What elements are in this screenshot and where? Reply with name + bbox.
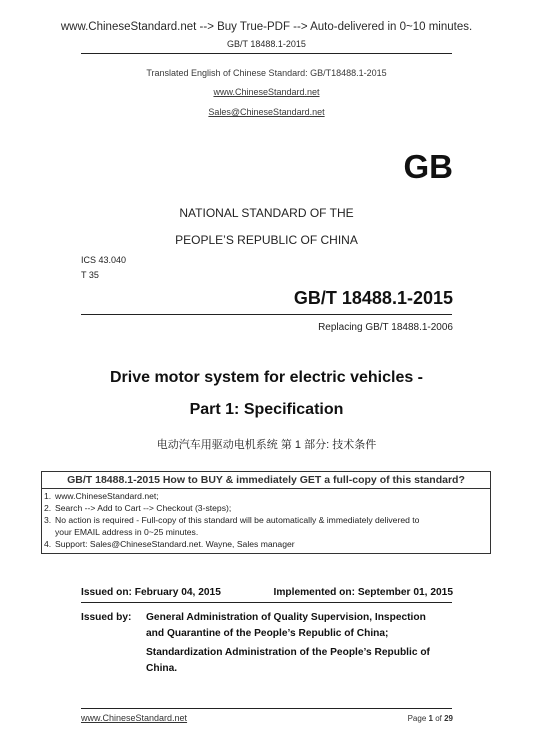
step-text: Search --> Add to Cart --> Checkout (3-steps);: [55, 503, 232, 513]
step-number: 4.: [44, 539, 52, 549]
page-total: 29: [444, 714, 453, 723]
standard-number-rule: [81, 314, 452, 315]
buy-step-4: [44, 539, 295, 549]
issuer-sac-line2: China.: [146, 663, 178, 674]
step-number: 3.: [44, 515, 52, 525]
document-title-line1: Drive motor system for electric vehicles -: [109, 369, 424, 386]
step-text: Support: Sales@ChineseStandard.net. Wayne, Sales manager: [55, 539, 295, 549]
header-standard-code: GB/T 18488.1-2015: [227, 39, 306, 49]
standard-number: GB/T 18488.1-2015: [293, 288, 453, 308]
header-rule: [81, 53, 452, 54]
buy-box-title: GB/T 18488.1-2015 How to BUY & immediately GET a full-copy of this standard?: [67, 474, 465, 486]
footer-rule: [81, 708, 452, 709]
step-text: your EMAIL address in 0~25 minutes.: [55, 527, 199, 537]
page-label: Page: [407, 714, 427, 723]
buy-info-box: [41, 471, 491, 554]
issued-by-label: Issued by:: [81, 612, 132, 623]
document-title-line2: Part 1: Specification: [189, 401, 344, 418]
website-link[interactable]: www.ChineseStandard.net: [213, 87, 320, 97]
buy-step-1: [44, 491, 159, 501]
buy-step-3: [44, 515, 419, 525]
step-number: 2.: [44, 503, 52, 513]
dates-rule: [81, 602, 452, 603]
buy-step-3-continued: [44, 527, 198, 537]
issuer-aqsiq-line2: and Quarantine of the People’s Republic of China;: [146, 628, 389, 639]
chinese-title: 电动汽车用驱动电机系统 第 1 部分: 技术条件: [156, 439, 377, 451]
implemented-on-date: Implemented on: September 01, 2015: [273, 587, 453, 598]
step-text: No action is required - Full-copy of this standard will be automatically & immediately delivered to: [55, 515, 420, 525]
page-current: 1: [428, 714, 433, 723]
sales-email-link[interactable]: Sales@ChineseStandard.net: [208, 107, 325, 117]
header-banner: www.ChineseStandard.net --> Buy True-PDF --> Auto-delivered in 0~10 minutes.: [60, 21, 473, 33]
page-number: [408, 714, 453, 723]
t-code: T 35: [81, 270, 99, 280]
issuer-sac-line1: Standardization Administration of the People’s Republic of: [146, 647, 430, 658]
page-of: of: [435, 714, 442, 723]
issuer-aqsiq-line1: General Administration of Quality Supervision, Inspection: [146, 612, 426, 623]
translated-note: Translated English of Chinese Standard: GB/T18488.1-2015: [146, 68, 387, 78]
ics-code: ICS 43.040: [81, 255, 127, 265]
step-text[interactable]: www.ChineseStandard.net;: [55, 491, 159, 501]
national-standard-line1: NATIONAL STANDARD OF THE: [179, 206, 354, 220]
buy-box-divider: [42, 488, 490, 489]
buy-step-2: [44, 503, 231, 513]
replacing-note: Replacing GB/T 18488.1-2006: [318, 322, 453, 333]
gb-logo: GB: [403, 148, 453, 185]
issued-on-date: Issued on: February 04, 2015: [81, 587, 221, 598]
issuer-sac: [146, 645, 456, 677]
national-standard-line2: PEOPLE’S REPUBLIC OF CHINA: [175, 233, 358, 247]
footer-website-link[interactable]: www.ChineseStandard.net: [81, 713, 188, 723]
step-number: 1.: [44, 491, 52, 501]
issuer-aqsiq: [146, 610, 456, 642]
